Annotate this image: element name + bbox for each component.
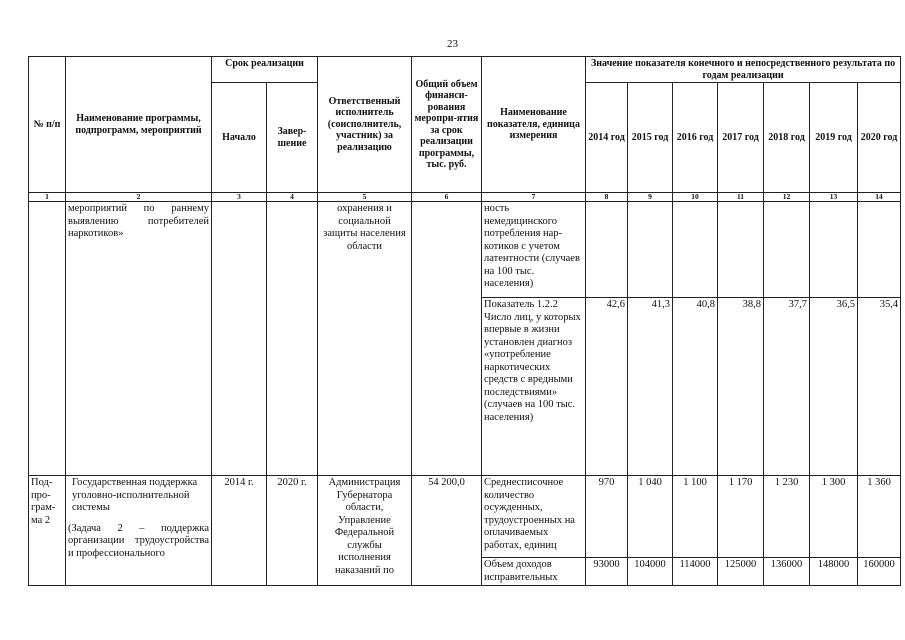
value-cell: 1 040 — [628, 476, 673, 558]
header-values-title: Значение показателя конечного и непосредственного результата по годам реализации — [586, 57, 901, 83]
header-period: Срок реализации — [212, 57, 318, 83]
col-number: 11 — [718, 193, 764, 202]
value-cell: 93000 — [586, 558, 628, 586]
subprogram-end: 2020 г. — [267, 476, 318, 586]
value-cell: 125000 — [718, 558, 764, 586]
subprogram-num: Под-про-грам-ма 2 — [29, 476, 66, 586]
value-cell: 160000 — [858, 558, 901, 586]
page-number: 23 — [447, 38, 458, 50]
col-number: 5 — [318, 193, 412, 202]
col-number: 10 — [673, 193, 718, 202]
header-year-2015: 2015 год — [628, 83, 673, 193]
row-responsible-cell: охранения и социальной защиты населения области — [318, 202, 412, 476]
value-cell: 1 230 — [764, 476, 810, 558]
subprogram-task: (Задача 2 – поддержка организации трудоустройства и профессионального — [68, 522, 209, 559]
value-cell: 42,6 — [586, 298, 628, 476]
subprogram-title: Государственная поддержка уголовно-исполнительной системы — [72, 477, 198, 513]
subprogram-funding: 54 200,0 — [412, 476, 482, 586]
value-cell: 36,5 — [810, 298, 858, 476]
value-cell: 40,8 — [673, 298, 718, 476]
subprogram-name — [66, 476, 212, 586]
header-num: № п/п — [29, 57, 66, 193]
indicator-cell: Объем доходов исправительных — [482, 558, 586, 586]
header-year-2014: 2014 год — [586, 83, 628, 193]
value-cell: 104000 — [628, 558, 673, 586]
header-year-2019: 2019 год — [810, 83, 858, 193]
value-cell: 114000 — [673, 558, 718, 586]
value-cell: 1 360 — [858, 476, 901, 558]
value-cell: 35,4 — [858, 298, 901, 476]
header-responsible: Ответственный исполнитель (соисполнитель, участник) за реализацию — [318, 57, 412, 193]
col-number: 7 — [482, 193, 586, 202]
row-funding-cell — [412, 202, 482, 476]
row-num-cell — [29, 202, 66, 476]
header-name: Наименование программы, подпрограмм, мероприятий — [66, 57, 212, 193]
indicator-cell: ность немедицинского потребления нар-котиков с учетом латентности (случаев на 100 тыс. населения) — [482, 202, 586, 298]
header-year-2018: 2018 год — [764, 83, 810, 193]
col-number: 13 — [810, 193, 858, 202]
header-year-2020: 2020 год — [858, 83, 901, 193]
row-end-cell — [267, 202, 318, 476]
col-number: 9 — [628, 193, 673, 202]
value-cell: 37,7 — [764, 298, 810, 476]
header-indicator: Наименование показателя, единица измерения — [482, 57, 586, 193]
col-number: 3 — [212, 193, 267, 202]
row-start-cell — [212, 202, 267, 476]
value-cell: 970 — [586, 476, 628, 558]
header-end: Завер-шение — [267, 83, 318, 193]
value-cell: 136000 — [764, 558, 810, 586]
column-number-row — [29, 193, 901, 202]
col-number: 4 — [267, 193, 318, 202]
indicator-cell: Среднесписочное количество осужденных, трудоустроенных на оплачиваемых работах, единиц — [482, 476, 586, 558]
col-number: 2 — [66, 193, 212, 202]
subprogram-responsible: Администрация Губернатора области, Управление Федеральной службы исполнения наказаний по — [318, 476, 412, 586]
subprogram-start: 2014 г. — [212, 476, 267, 586]
header-funding: Общий объем финанси-рования меропри-ятия за срок реализации программы, тыс. руб. — [412, 57, 482, 193]
value-cell: 1 300 — [810, 476, 858, 558]
col-number: 14 — [858, 193, 901, 202]
row-name-cell: мероприятий по раннему выявлению потребителей наркотиков» — [66, 202, 212, 476]
col-number: 1 — [29, 193, 66, 202]
col-number: 6 — [412, 193, 482, 202]
header-start: Начало — [212, 83, 267, 193]
table-row — [29, 476, 901, 558]
value-cell: 1 100 — [673, 476, 718, 558]
col-number: 8 — [586, 193, 628, 202]
program-table — [28, 56, 901, 586]
value-cell: 1 170 — [718, 476, 764, 558]
col-number: 12 — [764, 193, 810, 202]
header-year-2016: 2016 год — [673, 83, 718, 193]
indicator-cell: Показатель 1.2.2 Число лиц, у которых впервые в жизни установлен диагноз «употребление наркотических средств с вредными последствиями» (случаев на 100 тыс. населения) — [482, 298, 586, 476]
table-row — [29, 202, 901, 298]
value-cell: 41,3 — [628, 298, 673, 476]
value-cell: 148000 — [810, 558, 858, 586]
value-cell: 38,8 — [718, 298, 764, 476]
header-year-2017: 2017 год — [718, 83, 764, 193]
